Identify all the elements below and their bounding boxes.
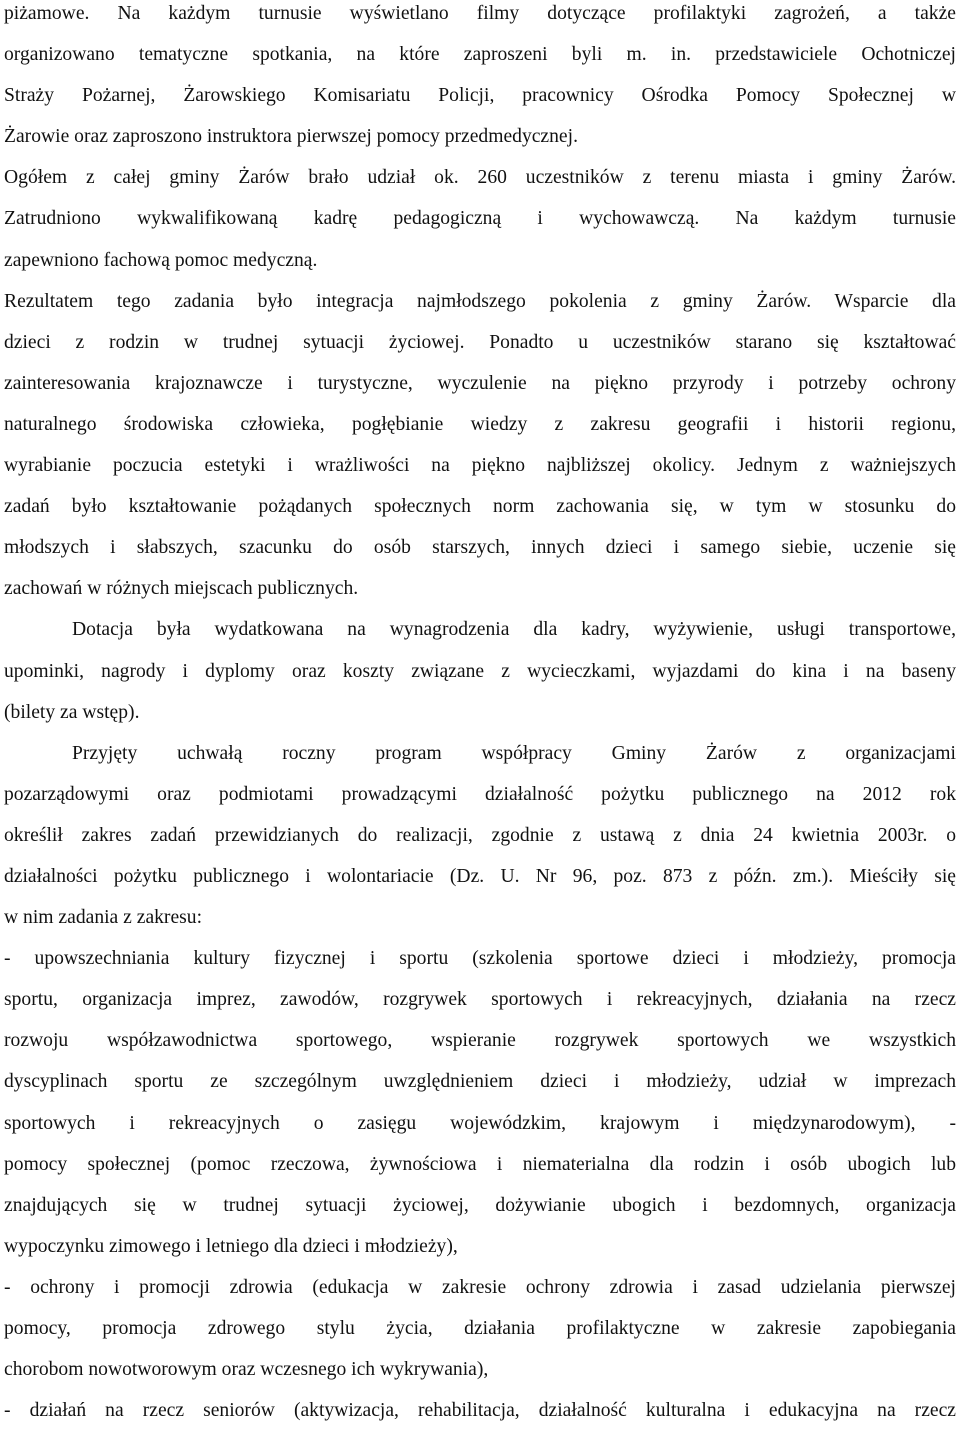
body-paragraph-p2 — [4, 157, 956, 280]
text-line: - upowszechniania kultury fizycznej i sportu (szkolenia sportowe dzieci i młodzieży, promocja — [4, 948, 956, 970]
text-line: zadań było kształtowanie pożądanych społecznych norm zachowania się, w tym w stosunku do — [4, 496, 956, 518]
text-line: zapewniono fachową pomoc medyczną. — [4, 249, 318, 271]
text-line: określił zakres zadań przewidzianych do realizacji, zgodnie z ustawą z dnia 24 kwietnia 2003r. o — [4, 824, 956, 846]
text-line: pomocy, promocja zdrowego stylu życia, działania profilaktyczne w zakresie zapobiegania — [4, 1318, 956, 1339]
text-line: działalności pożytku publicznego i wolontariacie (Dz. U. Nr 96, poz. 873 z późn. zm.). Mieściły się — [4, 865, 956, 887]
body-paragraph-p5 — [4, 733, 956, 938]
text-line: piżamowe. Na każdym turnusie wyświetlano filmy dotyczące profilaktyki zagrożeń, a także — [4, 3, 956, 24]
text-line: chorobom nowotworowym oraz wczesnego ich wykrywania), — [4, 1359, 489, 1381]
text-line: Dotacja była wydatkowana na wynagrodzenia dla kadry, wyżywienie, usługi transportowe, — [72, 619, 956, 641]
text-line: Ogółem z całej gminy Żarów brało udział ok. 260 uczestników z terenu miasta i gminy Żarów. — [4, 167, 956, 189]
text-line: sportowych i rekreacyjnych o zasięgu wojewódzkim, krajowym i międzynarodowym), - — [4, 1112, 956, 1134]
document-page — [4, 0, 956, 1431]
body-paragraph-p4 — [4, 609, 956, 732]
body-paragraph-p8 — [4, 1390, 956, 1431]
text-line: rozwoju współzawodnictwa sportowego, wspieranie rozgrywek sportowych we wszystkich — [4, 1030, 956, 1052]
text-line: zainteresowania krajoznawcze i turystyczne, wyczulenie na piękno przyrody i potrzeby ochrony — [4, 372, 956, 394]
body-paragraph-p1 — [4, 0, 956, 157]
text-line: pozarządowymi oraz podmiotami prowadzącymi działalność pożytku publicznego na 2012 rok — [4, 783, 956, 805]
text-line: Żarowie oraz zaproszono instruktora pierwszej pomocy przedmedycznej. — [4, 126, 578, 148]
text-line: - ochrony i promocji zdrowia (edukacja w zakresie ochrony zdrowia i zasad udzielania pierwszej — [4, 1276, 956, 1298]
text-line: Rezultatem tego zadania było integracja najmłodszego pokolenia z gminy Żarów. Wsparcie dla — [4, 290, 956, 312]
text-line: Zatrudniono wykwalifikowaną kadrę pedagogiczną i wychowawczą. Na każdym turnusie — [4, 208, 956, 230]
text-line: młodszych i słabszych, szacunku do osób starszych, innych dzieci i samego siebie, uczenie się — [4, 537, 956, 559]
text-line: zachowań w różnych miejscach publicznych. — [4, 578, 359, 600]
text-line: w nim zadania z zakresu: — [4, 907, 203, 929]
text-line: wyrabianie poczucia estetyki i wrażliwości na piękno najbliższej okolicy. Jednym z ważniejszych — [4, 455, 956, 477]
text-line: - działań na rzecz seniorów (aktywizacja, rehabilitacja, działalność kulturalna i edukacyjna na rzecz — [4, 1400, 956, 1422]
body-paragraph-p3 — [4, 281, 956, 610]
body-paragraph-p6 — [4, 938, 956, 1267]
text-line: znajdujących się w trudnej sytuacji życiowej, dożywianie ubogich i bezdomnych, organizacja — [4, 1194, 956, 1216]
text-line: sportu, organizacja imprez, zawodów, rozgrywek sportowych i rekreacyjnych, działania na rzecz — [4, 989, 956, 1011]
text-line: organizowano tematyczne spotkania, na które zaproszeni byli m. in. przedstawiciele Ochotniczej — [4, 44, 956, 66]
text-line: Przyjęty uchwałą roczny program współpracy Gminy Żarów z organizacjami — [72, 742, 956, 764]
text-line: dzieci z rodzin w trudnej sytuacji życiowej. Ponadto u uczestników starano się kształtować — [4, 331, 956, 353]
text-line: naturalnego środowiska człowieka, pogłębianie wiedzy z zakresu geografii i historii regionu, — [4, 413, 956, 435]
text-line: (bilety za wstęp). — [4, 701, 140, 723]
body-paragraph-p7 — [4, 1267, 956, 1390]
text-line: dyscyplinach sportu ze szczególnym uwzględnieniem dzieci i młodzieży, udział w imprezach — [4, 1071, 956, 1093]
text-line: upominki, nagrody i dyplomy oraz koszty związane z wycieczkami, wyjazdami do kina i na baseny — [4, 660, 956, 682]
text-line: wypoczynku zimowego i letniego dla dzieci i młodzieży), — [4, 1235, 458, 1257]
text-line: Straży Pożarnej, Żarowskiego Komisariatu Policji, pracownicy Ośrodka Pomocy Społecznej w — [4, 85, 956, 107]
text-line: pomocy społecznej (pomoc rzeczowa, żywnościowa i niematerialna dla rodzin i osób ubogich lub — [4, 1153, 956, 1175]
